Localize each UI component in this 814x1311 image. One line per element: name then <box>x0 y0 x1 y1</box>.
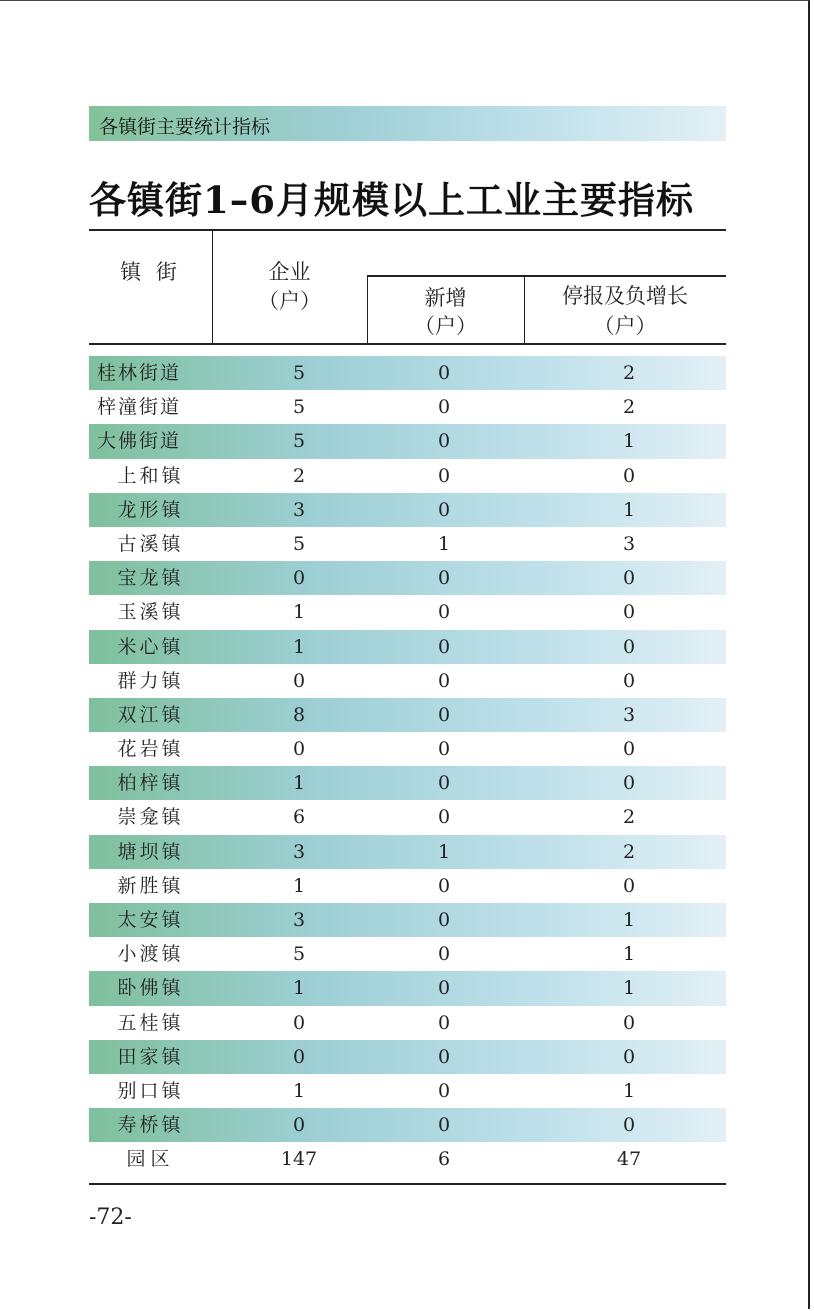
stopped-count: 1 <box>622 909 636 931</box>
header-stopped: 停报及负增长 <box>562 284 688 308</box>
table-row <box>89 356 726 390</box>
table-header-sub-rule <box>367 275 726 277</box>
stopped-count: 2 <box>622 840 636 863</box>
town-name: 上和镇 <box>117 464 184 487</box>
new-count: 0 <box>437 943 451 966</box>
table-body <box>89 356 726 1177</box>
page-title: 各镇街1–6月规模以上工业主要指标 <box>89 178 694 222</box>
new-count: 1 <box>437 840 451 863</box>
town-name: 米心镇 <box>117 635 184 658</box>
enterprise-count: 1 <box>292 1079 306 1102</box>
table-row <box>89 1074 726 1108</box>
town-name: 别口镇 <box>117 1079 184 1102</box>
stopped-count: 2 <box>622 362 636 384</box>
header-enterprise: 企业 <box>268 260 311 284</box>
enterprise-count: 1 <box>292 772 306 795</box>
new-count: 0 <box>437 498 451 521</box>
header-enterprise-unit: （户） <box>258 289 321 313</box>
section-band <box>89 106 726 141</box>
enterprise-count: 1 <box>292 635 306 658</box>
table-row <box>89 937 726 971</box>
new-count: 0 <box>437 601 451 624</box>
stopped-count: 1 <box>622 1079 636 1102</box>
town-name: 田家镇 <box>117 1045 184 1068</box>
stopped-count: 0 <box>622 874 636 897</box>
enterprise-count: 0 <box>292 1045 306 1068</box>
town-name: 龙形镇 <box>117 498 184 521</box>
table-row <box>89 800 726 834</box>
new-count: 0 <box>437 738 451 761</box>
stopped-count: 0 <box>622 669 636 692</box>
table-row <box>89 971 726 1005</box>
table-row <box>89 1006 726 1040</box>
new-count: 0 <box>437 396 451 419</box>
stopped-count: 3 <box>622 703 636 726</box>
enterprise-count: 6 <box>292 806 306 829</box>
town-name: 宝龙镇 <box>117 567 184 590</box>
table-row <box>89 869 726 903</box>
new-count: 0 <box>437 1045 451 1068</box>
new-count: 0 <box>437 977 451 1000</box>
stopped-count: 0 <box>622 1045 636 1068</box>
table-row <box>89 903 726 937</box>
table-row <box>89 424 726 458</box>
enterprise-count: 0 <box>292 669 306 692</box>
town-name: 卧佛镇 <box>117 977 184 1000</box>
table-row <box>89 732 726 766</box>
table-row <box>89 835 726 869</box>
stopped-count: 0 <box>622 464 636 487</box>
stopped-count: 47 <box>616 1148 642 1171</box>
town-name: 寿桥镇 <box>117 1114 184 1137</box>
stopped-count: 1 <box>622 430 636 453</box>
town-name: 桂林街道 <box>97 362 182 384</box>
enterprise-count: 1 <box>292 601 306 624</box>
enterprise-count: 0 <box>292 567 306 590</box>
stopped-count: 0 <box>622 601 636 624</box>
new-count: 0 <box>437 1079 451 1102</box>
table-row <box>89 493 726 527</box>
table-row <box>89 1142 726 1176</box>
town-name: 塘坝镇 <box>117 840 184 863</box>
new-count: 0 <box>437 430 451 453</box>
enterprise-count: 147 <box>280 1148 318 1171</box>
enterprise-count: 0 <box>292 738 306 761</box>
town-name: 太安镇 <box>117 909 184 931</box>
new-count: 6 <box>437 1148 451 1171</box>
enterprise-count: 1 <box>292 977 306 1000</box>
new-count: 0 <box>437 1011 451 1034</box>
town-name: 五桂镇 <box>117 1011 184 1034</box>
new-count: 0 <box>437 909 451 931</box>
header-new: 新增 <box>424 286 467 310</box>
stopped-count: 0 <box>622 1114 636 1137</box>
new-count: 0 <box>437 464 451 487</box>
stopped-count: 0 <box>622 1011 636 1034</box>
new-count: 0 <box>437 703 451 726</box>
section-band-label: 各镇街主要统计指标 <box>99 116 271 138</box>
stopped-count: 1 <box>622 498 636 521</box>
new-count: 0 <box>437 874 451 897</box>
stopped-count: 2 <box>622 396 636 419</box>
table-row <box>89 766 726 800</box>
enterprise-count: 5 <box>292 362 306 384</box>
stopped-count: 0 <box>622 738 636 761</box>
enterprise-count: 3 <box>292 840 306 863</box>
new-count: 0 <box>437 806 451 829</box>
town-name: 大佛街道 <box>97 430 182 453</box>
new-count: 0 <box>437 772 451 795</box>
stopped-count: 1 <box>622 943 636 966</box>
enterprise-count: 5 <box>292 396 306 419</box>
enterprise-count: 2 <box>292 464 306 487</box>
enterprise-count: 0 <box>292 1114 306 1137</box>
header-stopped-unit: （户） <box>593 314 657 338</box>
header-town: 镇 街 <box>120 260 181 284</box>
enterprise-count: 5 <box>292 943 306 966</box>
town-name: 新胜镇 <box>117 874 184 897</box>
page-number: -72- <box>89 1205 132 1230</box>
table-row <box>89 698 726 732</box>
stopped-count: 2 <box>622 806 636 829</box>
table-row <box>89 459 726 493</box>
enterprise-count: 5 <box>292 532 306 555</box>
table-row <box>89 1108 726 1142</box>
new-count: 1 <box>437 532 451 555</box>
stopped-count: 0 <box>622 635 636 658</box>
table-row <box>89 390 726 424</box>
new-count: 0 <box>437 669 451 692</box>
town-name: 园区 <box>126 1148 175 1171</box>
enterprise-count: 3 <box>292 909 306 931</box>
new-count: 0 <box>437 362 451 384</box>
table-row <box>89 527 726 561</box>
town-name: 古溪镇 <box>117 532 184 555</box>
town-name: 双江镇 <box>117 703 184 726</box>
table-bottom-rule <box>89 1183 726 1185</box>
table-header-bottom-rule <box>89 343 726 345</box>
enterprise-count: 8 <box>292 703 306 726</box>
enterprise-count: 0 <box>292 1011 306 1034</box>
table-row <box>89 664 726 698</box>
enterprise-count: 5 <box>292 430 306 453</box>
table-row <box>89 561 726 595</box>
table-row <box>89 1040 726 1074</box>
new-count: 0 <box>437 1114 451 1137</box>
new-count: 0 <box>437 635 451 658</box>
table-top-rule <box>89 229 726 231</box>
town-name: 小渡镇 <box>117 943 184 966</box>
table-row <box>89 630 726 664</box>
town-name: 玉溪镇 <box>117 601 184 624</box>
stopped-count: 0 <box>622 772 636 795</box>
stopped-count: 1 <box>622 977 636 1000</box>
table-row <box>89 595 726 629</box>
enterprise-count: 1 <box>292 874 306 897</box>
town-name: 崇龛镇 <box>117 806 184 829</box>
town-name: 群力镇 <box>117 669 184 692</box>
town-name: 梓潼街道 <box>97 396 182 419</box>
enterprise-count: 3 <box>292 498 306 521</box>
town-name: 花岩镇 <box>117 738 184 761</box>
stopped-count: 3 <box>622 532 636 555</box>
stopped-count: 0 <box>622 567 636 590</box>
town-name: 柏梓镇 <box>117 772 184 795</box>
new-count: 0 <box>437 567 451 590</box>
header-new-unit: （户） <box>414 314 477 338</box>
